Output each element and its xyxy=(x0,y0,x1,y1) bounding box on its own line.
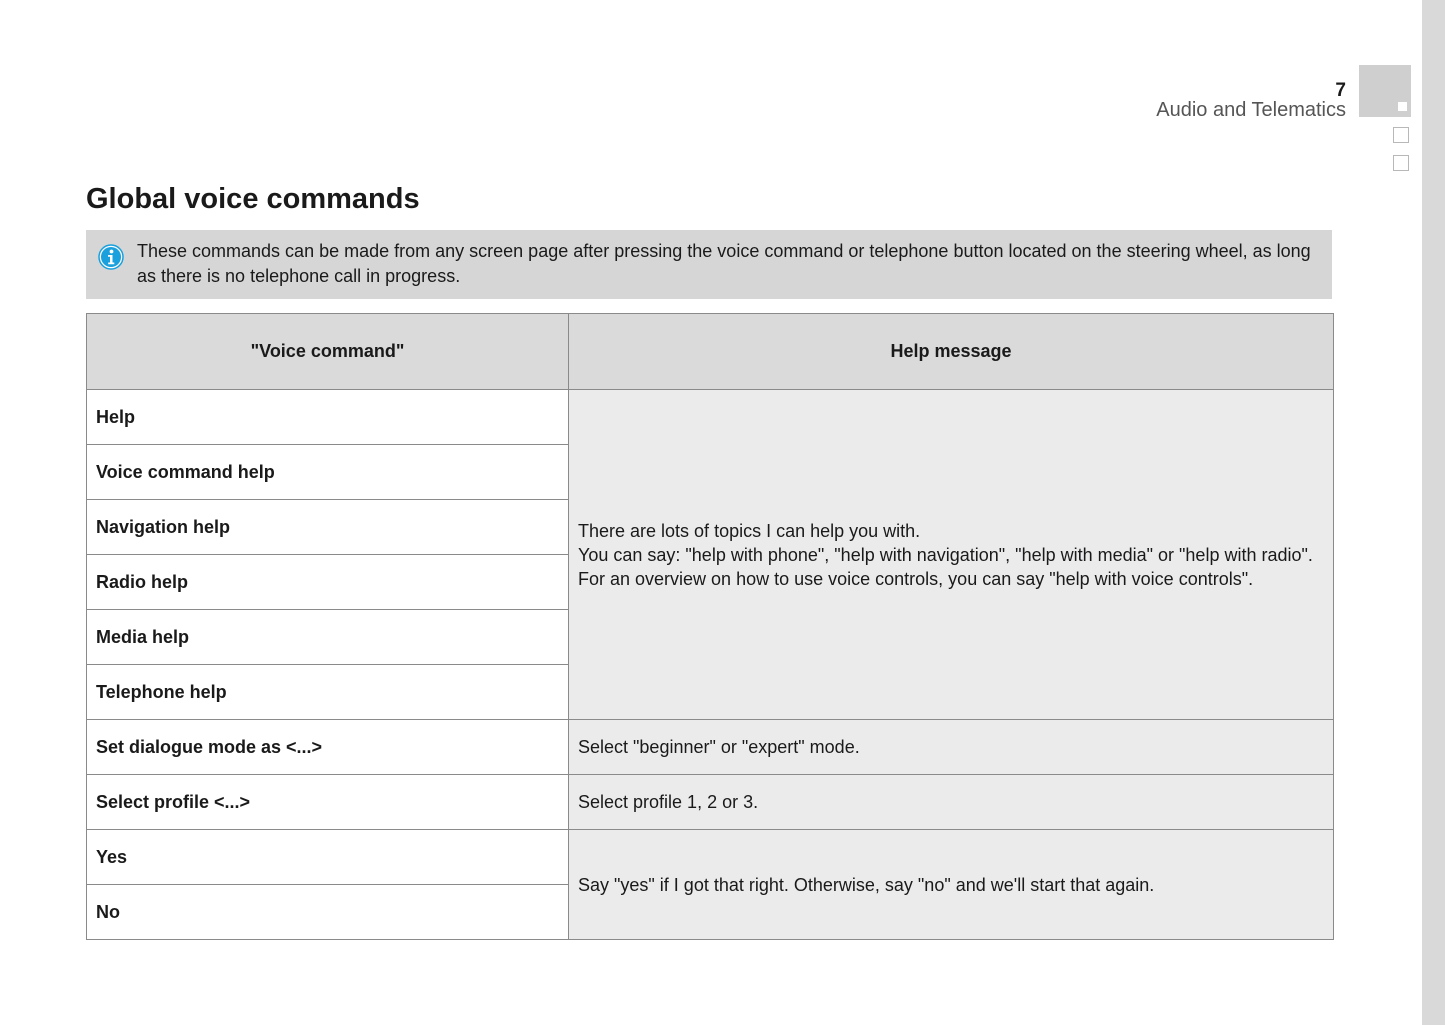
voice-commands-table xyxy=(86,313,1334,940)
table-row xyxy=(87,720,1334,775)
chapter-tab-active xyxy=(1359,65,1411,117)
command-cell: Select profile <...> xyxy=(87,775,569,830)
chapter-tab-marker xyxy=(1398,102,1407,111)
chapter-tab-box xyxy=(1393,127,1409,143)
info-box xyxy=(86,230,1332,299)
help-message-line: For an overview on how to use voice controls, you can say "help with voice controls". xyxy=(578,568,1254,589)
page-title: Global voice commands xyxy=(86,183,420,215)
page-number: 7 xyxy=(1335,80,1346,101)
command-cell: Voice command help xyxy=(87,445,569,500)
help-message-cell: Select "beginner" or "expert" mode. xyxy=(569,720,1334,775)
info-icon xyxy=(98,244,124,270)
help-message-cell xyxy=(569,390,1334,720)
command-cell: Media help xyxy=(87,610,569,665)
command-cell: Set dialogue mode as <...> xyxy=(87,720,569,775)
command-cell: Navigation help xyxy=(87,500,569,555)
command-cell: Yes xyxy=(87,830,569,885)
table-row xyxy=(87,775,1334,830)
command-cell: Radio help xyxy=(87,555,569,610)
help-message-line: There are lots of topics I can help you with. xyxy=(578,520,921,541)
table-header-row xyxy=(87,314,1334,390)
column-header-help-message: Help message xyxy=(569,314,1334,390)
section-title: Audio and Telematics xyxy=(1156,99,1346,121)
column-header-voice-command: "Voice command" xyxy=(87,314,569,390)
side-strip xyxy=(1422,0,1445,1025)
command-cell: Help xyxy=(87,390,569,445)
command-cell: No xyxy=(87,885,569,940)
help-message-cell: Say "yes" if I got that right. Otherwise, say "no" and we'll start that again. xyxy=(569,830,1334,940)
chapter-tab-box xyxy=(1393,155,1409,171)
help-message-cell: Select profile 1, 2 or 3. xyxy=(569,775,1334,830)
table-row xyxy=(87,830,1334,885)
table-row xyxy=(87,390,1334,445)
command-cell: Telephone help xyxy=(87,665,569,720)
info-text: These commands can be made from any screen page after pressing the voice command or telephone button located on the steering wheel, as long as there is no telephone call in progress. xyxy=(137,241,1311,286)
help-message-line: You can say: "help with phone", "help with navigation", "help with media" or "help with radio". xyxy=(578,544,1313,565)
